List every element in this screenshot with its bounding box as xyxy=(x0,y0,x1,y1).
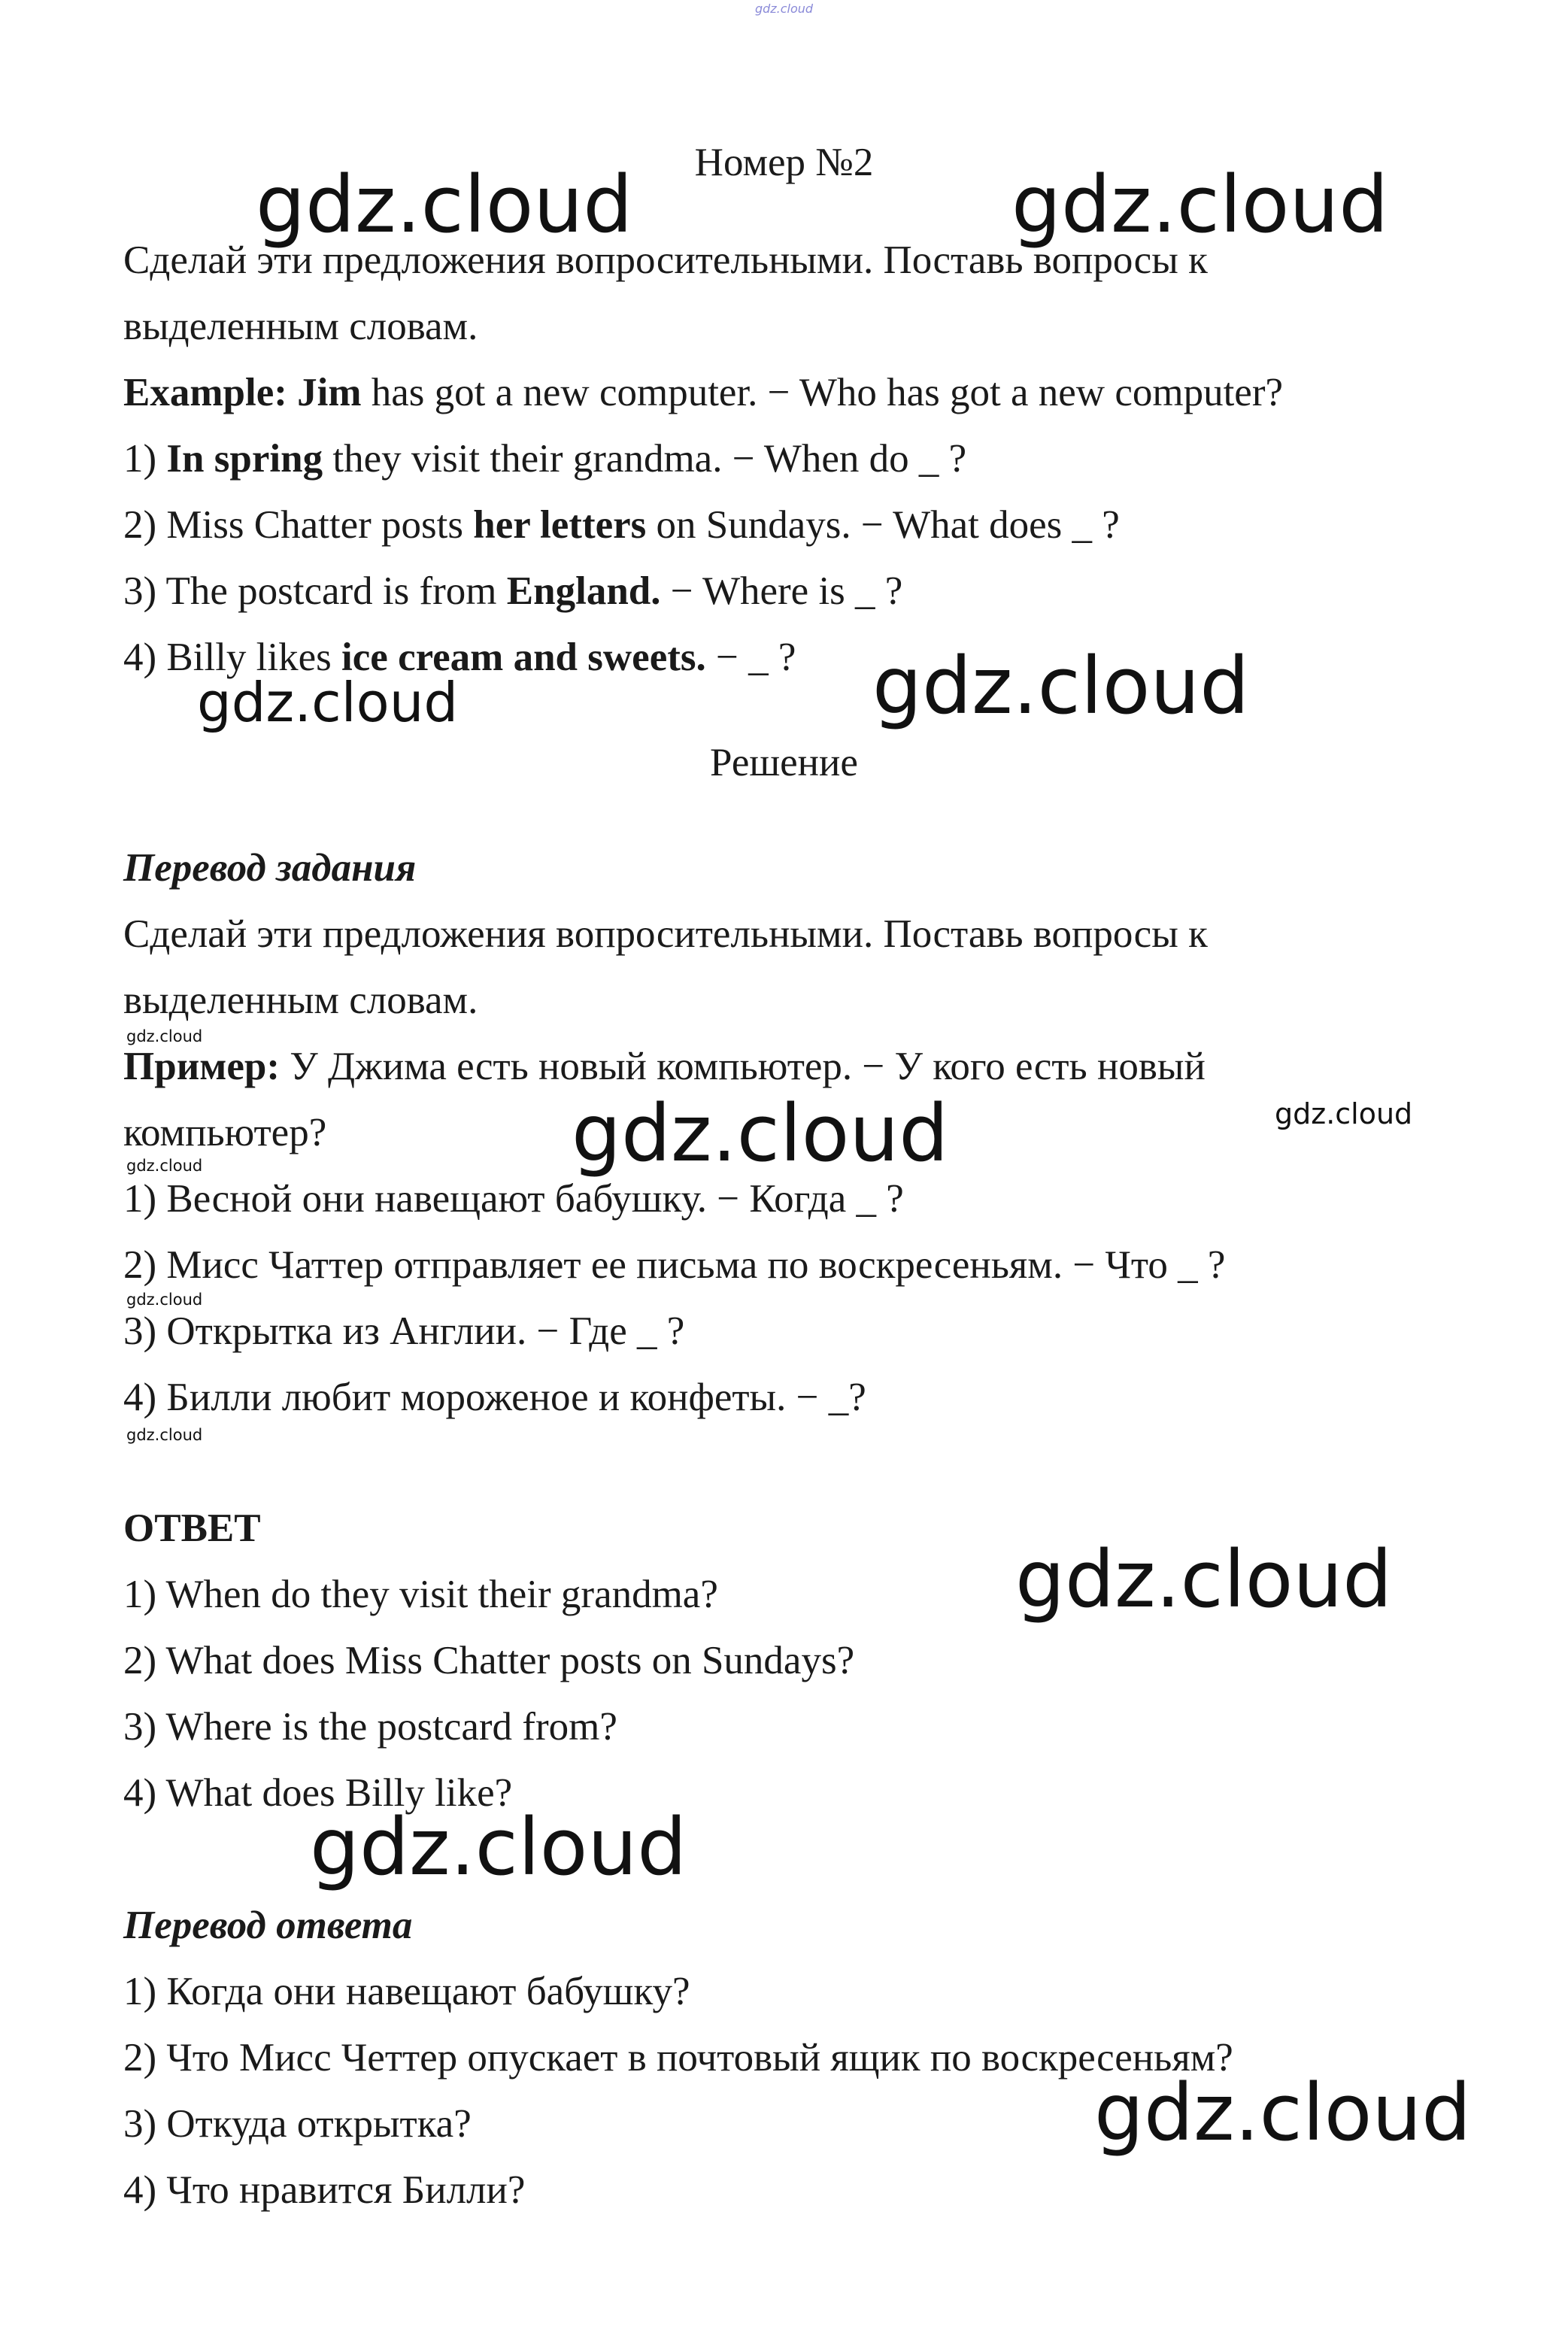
translation-instruction-line2: выделенным словам. xyxy=(123,978,478,1022)
watermark: gdz.cloud xyxy=(1015,1534,1393,1625)
task-example xyxy=(123,359,1283,426)
translation-example-line1: Пример: У Джима есть новый компьютер. − У кого есть новый xyxy=(123,1045,1206,1088)
translation-example-line2: компьютер? xyxy=(123,1111,327,1154)
solution-label: Решение xyxy=(710,741,858,784)
example-bold-word: Jim xyxy=(297,371,362,414)
highlighted-words: her letters xyxy=(473,503,647,547)
highlighted-words: ice cream and sweets. xyxy=(341,636,706,679)
translation-item: 3) Открытка из Англии. − Где _ ? xyxy=(123,1309,685,1353)
watermark: gdz.cloud xyxy=(872,640,1250,732)
answer-item: 3) Where is the postcard from? xyxy=(123,1705,617,1749)
task-instruction-line1: Сделай эти предложения вопросительными. Поставь вопросы к xyxy=(123,238,1208,282)
watermark: gdz.cloud xyxy=(1094,2067,1472,2158)
example-rest: has got a new computer. − Who has got a new computer? xyxy=(361,371,1283,414)
watermark: gdz.cloud xyxy=(126,1426,203,1444)
watermark: gdz.cloud xyxy=(310,1801,687,1893)
watermark: gdz.cloud xyxy=(126,1291,203,1309)
task-item: 2) Miss Chatter posts her letters on Sundays. − What does _ ? xyxy=(123,503,1120,547)
task-item: 1) In spring they visit their grandma. − When do _ ? xyxy=(123,437,967,481)
watermark: gdz.cloud xyxy=(572,1088,949,1179)
answer-translation-item: 2) Что Мисс Четтер опускает в почтовый ящик по воскресеньям? xyxy=(123,2036,1233,2080)
highlighted-words: England. xyxy=(506,569,661,613)
translation-item: 1) Весной они навещают бабушку. − Когда _ ? xyxy=(123,1177,904,1221)
watermark: gdz.cloud xyxy=(126,1027,203,1045)
highlighted-words: In spring xyxy=(166,437,323,481)
translation-example-label: Пример: xyxy=(123,1045,280,1088)
task-item: 4) Billy likes ice cream and sweets. − _ ? xyxy=(123,636,796,679)
answer-translation-heading: Перевод ответа xyxy=(123,1904,413,1947)
translation-instruction-line1: Сделай эти предложения вопросительными. Поставь вопросы к xyxy=(123,912,1208,956)
page-title: Номер №2 xyxy=(694,141,874,184)
answer-translation-item: 3) Откуда открытка? xyxy=(123,2102,472,2146)
answer-translation-item: 4) Что нравится Билли? xyxy=(123,2168,526,2212)
example-label: Example: xyxy=(123,371,287,414)
watermark: gdz.cloud xyxy=(1011,159,1389,250)
top-watermark: gdz.cloud xyxy=(754,2,814,16)
answer-translation-item: 1) Когда они навещают бабушку? xyxy=(123,1970,690,2013)
watermark: gdz.cloud xyxy=(256,159,633,250)
answer-item: 1) When do they visit their grandma? xyxy=(123,1573,718,1616)
translation-task-heading: Перевод задания xyxy=(123,846,417,890)
watermark: gdz.cloud xyxy=(126,1157,203,1175)
task-instruction-line2: выделенным словам. xyxy=(123,305,478,348)
answer-item: 4) What does Billy like? xyxy=(123,1771,513,1815)
answer-item: 2) What does Miss Chatter posts on Sundays? xyxy=(123,1639,855,1682)
answer-heading: ОТВЕТ xyxy=(123,1506,261,1550)
translation-item: 2) Мисс Чаттер отправляет ее письма по воскресеньям. − Что _ ? xyxy=(123,1243,1226,1287)
watermark: gdz.cloud xyxy=(1275,1097,1413,1130)
task-item: 3) The postcard is from England. − Where is _ ? xyxy=(123,569,903,613)
watermark: gdz.cloud xyxy=(197,671,459,734)
translation-item: 4) Билли любит мороженое и конфеты. − _? xyxy=(123,1376,866,1419)
